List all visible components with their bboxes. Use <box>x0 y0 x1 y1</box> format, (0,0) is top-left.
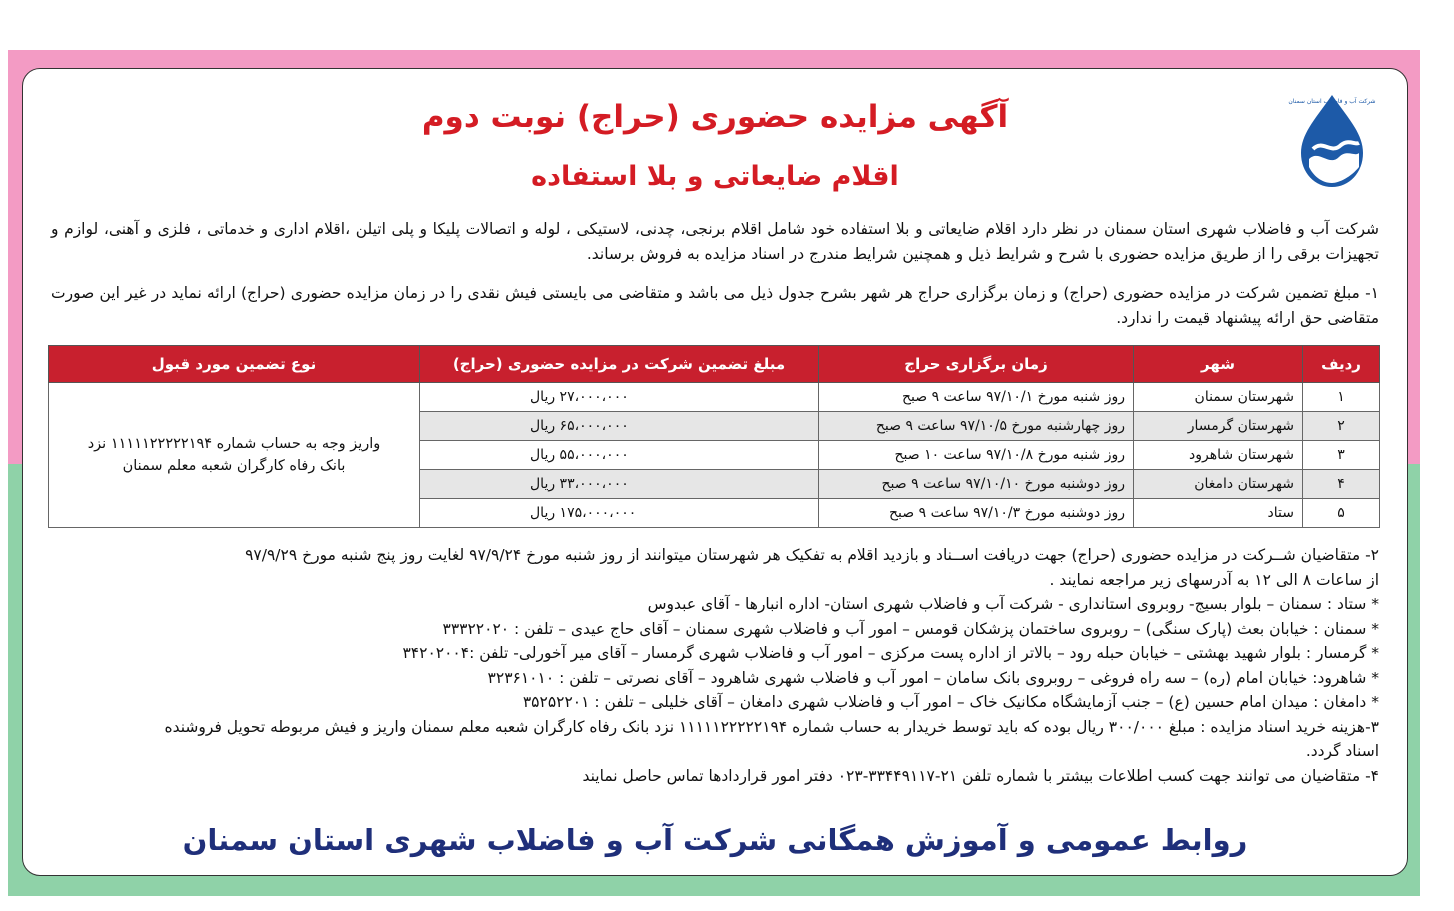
address-headquarters: * ستاد : سمنان – بلوار بسیج- روبروی استانداری - شرکت آب و فاضلاب شهری استان- اداره انبارها - آقای عبدوس <box>647 595 1379 613</box>
row-number: ۲ <box>1303 412 1380 441</box>
row-number: ۴ <box>1303 470 1380 499</box>
header-row-number: ردیف <box>1303 346 1380 383</box>
row-time: روز چهارشنبه مورخ ۹۷/۱۰/۵ ساعت ۹ صبح <box>819 412 1134 441</box>
clause-2-line-1: ۲- متقاضیان شــرکت در مزایده حضوری (حراج) جهت دریافت اســناد و بازدید اقلام به تفکیک هر شهرستان میتوانند از روز شنبه مورخ ۹۷/۹/۲۴ لغایت روز پنج شنبه مورخ ۹۷/۹/۲۹ <box>245 546 1379 564</box>
row-amount: ۲۷،۰۰۰،۰۰۰ ریال <box>420 383 819 412</box>
row-city: شهرستان شاهرود <box>1134 441 1303 470</box>
table-row <box>49 383 1380 412</box>
clause-3-line-2: اسناد گردد. <box>1305 742 1379 760</box>
footer-signature: روابط عمومی و آموزش همگانی شرکت آب و فاضلاب شهری استان سمنان <box>182 823 1248 857</box>
logo-text: شرکت آب و فاضلاب استان سمنان <box>1288 98 1376 105</box>
header-city: شهر <box>1134 346 1303 383</box>
row-number: ۳ <box>1303 441 1380 470</box>
page-title: آگهی مزایده حضوری (حراج) نوبت دوم <box>421 99 1009 135</box>
row-time: روز دوشنبه مورخ ۹۷/۱۰/۱۰ ساعت ۹ صبح <box>819 470 1134 499</box>
guarantee-cell <box>49 383 420 528</box>
row-amount: ۱۷۵،۰۰۰،۰۰۰ ریال <box>420 499 819 528</box>
address-shahroud: * شاهرود: خیابان امام (ره) – سه راه فروغی – روبروی بانک سامان – امور آب و فاضلاب شهری شاهرود – آقای نصرتی – تلفن : ۳۲۳۶۱۰۱۰ <box>487 668 1379 687</box>
row-city: ستاد <box>1134 499 1303 528</box>
intro-paragraph: شرکت آب و فاضلاب شهری استان سمنان در نظر دارد اقلام ضایعاتی و بلا استفاده خود شامل اقلام برنجی، چدنی، لاستیکی ، لوله و اتصالات پلیکا و پلی اتیلن ،اقلام اداری و خدماتی ، فلزی و آهنی، لوازم و تجهیزات برقی را از طریق مزایده حضوری با شرح و شرایط ذیل و همچنین شرایط مندرج در اسناد مزایده به فروش برساند. <box>51 220 1379 263</box>
advertisement-card <box>22 68 1408 876</box>
address-damghan: * دامغان : میدان امام حسین (ع) – جنب آزمایشگاه مکانیک خاک – امور آب و فاضلاب شهری دامغان – آقای خلیلی – تلفن : ۳۵۲۵۲۲۰۱ <box>522 693 1379 711</box>
clause-2-line-2: از ساعات ۸ الی ۱۲ به آدرسهای زیر مراجعه نمایند . <box>1049 570 1379 589</box>
row-time: روز دوشنبه مورخ ۹۷/۱۰/۳ ساعت ۹ صبح <box>819 499 1134 528</box>
guarantee-line-2: بانک رفاه کارگران شعبه معلم سمنان <box>122 458 346 474</box>
row-amount: ۳۳،۰۰۰،۰۰۰ ریال <box>420 470 819 499</box>
header-guarantee: نوع تضمین مورد قبول <box>49 346 420 383</box>
clause-1: ۱- مبلغ تضمین شرکت در مزایده حضوری (حراج) و زمان برگزاری حراج هر شهر بشرح جدول ذیل می باشد و متقاضی می بایستی فیش نقدی را در زمان مزایده حضوری (حراج) ارائه نماید در غیر این صورت متقاضی حق ارائه پیشنهاد قیمت را ندارد. <box>51 284 1379 327</box>
row-city: شهرستان سمنان <box>1134 383 1303 412</box>
row-amount: ۵۵،۰۰۰،۰۰۰ ریال <box>420 441 819 470</box>
header-amount: مبلغ تضمین شرکت در مزایده حضوری (حراج) <box>420 346 819 383</box>
row-number: ۵ <box>1303 499 1380 528</box>
page-subtitle: اقلام ضایعاتی و بلا استفاده <box>531 161 899 192</box>
auction-table <box>48 345 1380 528</box>
table-header-row <box>49 346 1380 383</box>
row-number: ۱ <box>1303 383 1380 412</box>
conditions-block <box>51 543 1379 788</box>
row-time: روز شنبه مورخ ۹۷/۱۰/۱ ساعت ۹ صبح <box>819 383 1134 412</box>
guarantee-line-1: واریز وجه به حساب شماره ۱۱۱۱۱۲۲۲۲۲۱۹۴ نزد <box>87 436 381 452</box>
row-time: روز شنبه مورخ ۹۷/۱۰/۸ ساعت ۱۰ صبح <box>819 441 1134 470</box>
row-city: شهرستان دامغان <box>1134 470 1303 499</box>
header-time: زمان برگزاری حراج <box>819 346 1134 383</box>
clause-4: ۴- متقاضیان می توانند جهت کسب اطلاعات بیشتر با شماره تلفن ۲۱-۳۳۴۴۹۱۱۷-۰۲۳ دفتر امور قراردادها تماس حاصل نمایند <box>582 766 1379 785</box>
row-amount: ۶۵،۰۰۰،۰۰۰ ریال <box>420 412 819 441</box>
address-garmsar: * گرمسار : بلوار شهید بهشتی – خیابان حبله رود – بالاتر از اداره پست مرکزی – امور آب و فاضلاب شهری گرمسار – آقای میر آخورلی- تلفن :۳۴۲۰۲۰۰۴ <box>402 644 1379 662</box>
clause-3-line-1: ۳-هزینه خرید اسناد مزایده : مبلغ ۳۰۰/۰۰۰ ریال بوده که باید توسط خریدار به حساب شماره ۱۱۱۱۱۲۲۲۲۲۱۹۴ نزد بانک رفاه کارگران شعبه معلم سمنان واریز و فیش مربوطه تحویل فروشنده <box>164 717 1379 736</box>
row-city: شهرستان گرمسار <box>1134 412 1303 441</box>
address-semnan: * سمنان : خیابان بعث (پارک سنگی) – روبروی ساختمان پزشکان قومس – امور آب و فاضلاب شهری سمنان – آقای حاج عیدی – تلفن : ۳۳۳۲۲۰۲۰ <box>442 619 1379 638</box>
